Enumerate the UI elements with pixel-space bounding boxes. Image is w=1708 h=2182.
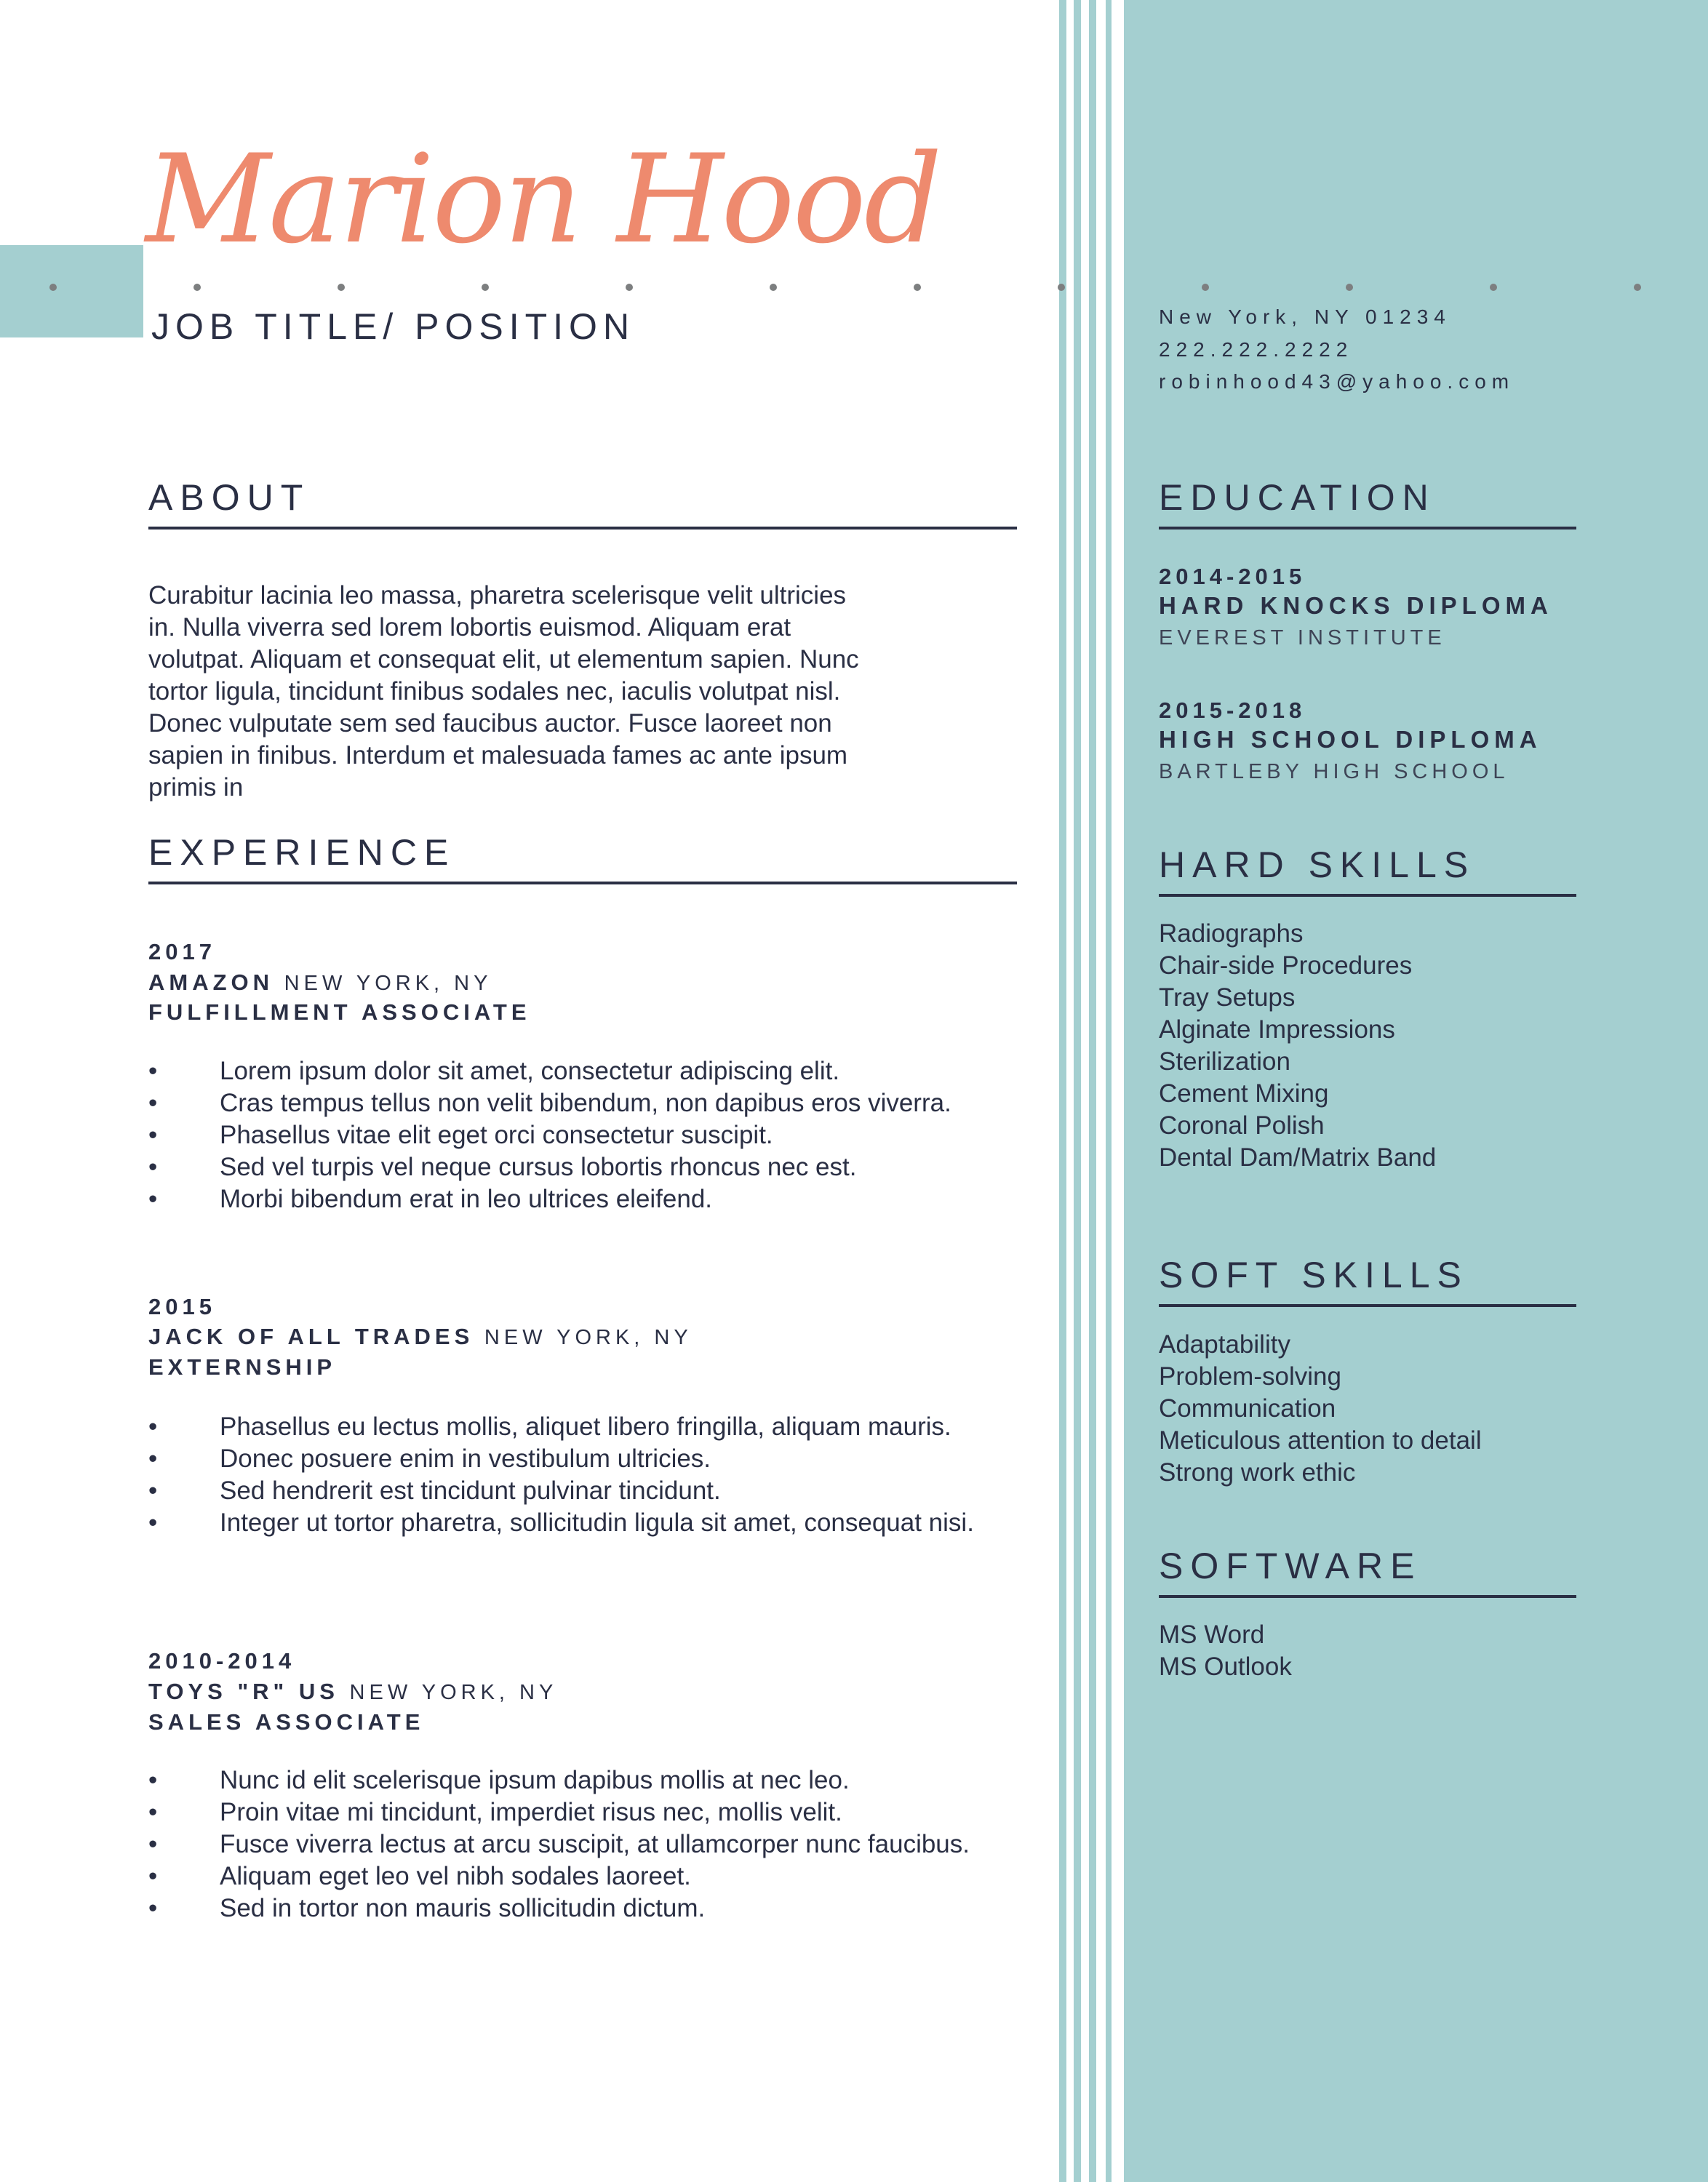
stripe-3 xyxy=(1089,0,1096,2182)
list-item: Adaptability xyxy=(1159,1330,1290,1359)
education-degree: HARD KNOCKS DIPLOMA xyxy=(1159,592,1553,619)
job-role: FULFILLMENT ASSOCIATE xyxy=(148,999,531,1025)
list-item xyxy=(148,1183,978,1215)
list-item xyxy=(148,1411,978,1443)
list-item xyxy=(148,1861,978,1893)
about-rule xyxy=(148,527,1017,529)
bullet-text: Phasellus eu lectus mollis, aliquet libero fringilla, aliquam mauris. xyxy=(220,1412,951,1441)
job-location: NEW YORK, NY xyxy=(349,1681,558,1704)
job-company-line xyxy=(148,1324,693,1350)
divider-dot xyxy=(49,284,57,291)
job-role: SALES ASSOCIATE xyxy=(148,1709,425,1735)
list-item: Dental Dam/Matrix Band xyxy=(1159,1143,1437,1172)
education-rule xyxy=(1159,527,1576,529)
divider-dot xyxy=(1058,284,1065,291)
list-item: Communication xyxy=(1159,1394,1336,1423)
bullet-text: Donec posuere enim in vestibulum ultricies. xyxy=(220,1444,711,1473)
bullet-icon: • xyxy=(148,1153,158,1181)
list-item: Sterilization xyxy=(1159,1047,1290,1076)
job-year: 2010-2014 xyxy=(148,1648,296,1674)
job-role: EXTERNSHIP xyxy=(148,1354,337,1380)
list-item: Problem-solving xyxy=(1159,1362,1341,1391)
divider-dot xyxy=(1634,284,1641,291)
divider-dot xyxy=(770,284,777,291)
list-item xyxy=(148,1055,978,1087)
list-item: Meticulous attention to detail xyxy=(1159,1426,1482,1455)
hard-skills-rule xyxy=(1159,894,1576,897)
bullet-text: Sed in tortor non mauris sollicitudin dictum. xyxy=(220,1894,706,1922)
list-item xyxy=(148,1829,978,1861)
software-list xyxy=(1159,1619,1292,1683)
experience-rule xyxy=(148,882,1017,884)
divider-dot xyxy=(1346,284,1353,291)
education-years: 2015-2018 xyxy=(1159,698,1306,723)
hard-skills-list xyxy=(1159,918,1436,1174)
candidate-name: Marion Hood xyxy=(145,128,941,271)
list-item xyxy=(148,1475,978,1507)
accent-block xyxy=(0,245,143,337)
job-location: NEW YORK, NY xyxy=(284,972,492,995)
bullet-text: Nunc id elit scelerisque ipsum dapibus mollis at nec leo. xyxy=(220,1766,850,1794)
list-item xyxy=(148,1087,978,1119)
bullet-icon: • xyxy=(148,1798,158,1826)
software-heading: SOFTWARE xyxy=(1159,1546,1422,1586)
job-year: 2017 xyxy=(148,939,216,964)
divider-dot xyxy=(626,284,633,291)
stripe-2 xyxy=(1074,0,1081,2182)
divider-dot xyxy=(914,284,921,291)
list-item: Radiographs xyxy=(1159,919,1304,948)
bullet-icon: • xyxy=(148,1412,158,1441)
about-text: Curabitur lacinia leo massa, pharetra scelerisque velit ultricies in. Nulla viverra sed lorem lobortis euismod. Aliquam erat volutpat. Aliquam et consequat elit, ut elementum sapien. Nunc tortor ligula, tincidunt finibus sodales nec, iaculis volutpat nisl. Donec vulputate sem sed faucibus auctor. Fusce laoreet non sapien in finibus. Interdum et malesuada fames ac ante ipsum primis in xyxy=(148,581,859,802)
bullet-icon: • xyxy=(148,1830,158,1858)
list-item: Chair-side Procedures xyxy=(1159,951,1413,980)
about-heading: ABOUT xyxy=(148,477,311,518)
bullet-text: Cras tempus tellus non velit bibendum, non dapibus eros viverra. xyxy=(220,1089,951,1117)
bullet-text: Integer ut tortor pharetra, sollicitudin ligula sit amet, consequat nisi. xyxy=(220,1508,974,1537)
job-company: JACK OF ALL TRADES xyxy=(148,1324,474,1349)
hard-skills-heading: HARD SKILLS xyxy=(1159,844,1476,885)
bullet-text: Aliquam eget leo vel nibh sodales laoreet. xyxy=(220,1862,691,1890)
job-company-line xyxy=(148,1679,557,1705)
divider-dot xyxy=(193,284,201,291)
education-institution: BARTLEBY HIGH SCHOOL xyxy=(1159,760,1509,783)
education-institution: EVEREST INSTITUTE xyxy=(1159,626,1446,650)
job-year: 2015 xyxy=(148,1294,216,1319)
job-bullets xyxy=(148,1765,978,1925)
bullet-text: Morbi bibendum erat in leo ultrices eleifend. xyxy=(220,1185,713,1213)
list-item: Coronal Polish xyxy=(1159,1111,1325,1140)
soft-skills-rule xyxy=(1159,1304,1576,1307)
job-bullets xyxy=(148,1411,978,1539)
bullet-icon: • xyxy=(148,1089,158,1117)
list-item xyxy=(148,1893,978,1925)
list-item xyxy=(148,1151,978,1183)
soft-skills-heading: SOFT SKILLS xyxy=(1159,1255,1469,1295)
education-years: 2014-2015 xyxy=(1159,564,1306,589)
bullet-text: Sed hendrerit est tincidunt pulvinar tincidunt. xyxy=(220,1476,721,1505)
bullet-text: Lorem ipsum dolor sit amet, consectetur adipiscing elit. xyxy=(220,1057,840,1085)
list-item: Cement Mixing xyxy=(1159,1079,1329,1108)
education-heading: EDUCATION xyxy=(1159,477,1436,518)
job-bullets xyxy=(148,1055,978,1215)
list-item: Alginate Impressions xyxy=(1159,1015,1395,1044)
bullet-icon: • xyxy=(148,1766,158,1794)
bullet-text: Fusce viverra lectus at arcu suscipit, at ullamcorper nunc faucibus. xyxy=(220,1830,970,1858)
contact-email[interactable]: robinhood43@yahoo.com xyxy=(1159,370,1515,393)
list-item xyxy=(148,1507,978,1539)
bullet-icon: • xyxy=(148,1121,158,1149)
contact-address: New York, NY 01234 xyxy=(1159,305,1451,328)
bullet-icon: • xyxy=(148,1476,158,1505)
bullet-icon: • xyxy=(148,1894,158,1922)
stripe-4 xyxy=(1106,0,1112,2182)
job-company: TOYS "R" US xyxy=(148,1679,339,1704)
job-company-line xyxy=(148,970,492,996)
bullet-icon: • xyxy=(148,1444,158,1473)
divider-dot xyxy=(1490,284,1497,291)
soft-skills-list xyxy=(1159,1329,1482,1489)
list-item: Strong work ethic xyxy=(1159,1458,1356,1487)
job-title: JOB TITLE/ POSITION xyxy=(151,306,636,347)
list-item xyxy=(148,1443,978,1475)
divider-dot xyxy=(482,284,489,291)
bullet-text: Phasellus vitae elit eget orci consectetur suscipit. xyxy=(220,1121,773,1149)
list-item xyxy=(148,1765,978,1797)
job-company: AMAZON xyxy=(148,970,274,995)
bullet-icon: • xyxy=(148,1508,158,1537)
bullet-text: Sed vel turpis vel neque cursus lobortis rhoncus nec est. xyxy=(220,1153,857,1181)
list-item xyxy=(148,1797,978,1829)
bullet-text: Proin vitae mi tincidunt, imperdiet risus nec, mollis velit. xyxy=(220,1798,842,1826)
job-location: NEW YORK, NY xyxy=(484,1326,693,1349)
education-degree: HIGH SCHOOL DIPLOMA xyxy=(1159,726,1542,753)
divider-dot xyxy=(1202,284,1209,291)
list-item: Tray Setups xyxy=(1159,983,1296,1012)
software-rule xyxy=(1159,1595,1576,1598)
divider-dot xyxy=(338,284,345,291)
bullet-icon: • xyxy=(148,1862,158,1890)
list-item: MS Outlook xyxy=(1159,1653,1292,1681)
bullet-icon: • xyxy=(148,1057,158,1085)
list-item xyxy=(148,1119,978,1151)
list-item: MS Word xyxy=(1159,1620,1265,1649)
contact-phone: 222.222.2222 xyxy=(1159,338,1354,361)
stripe-1 xyxy=(1059,0,1066,2182)
bullet-icon: • xyxy=(148,1185,158,1213)
experience-heading: EXPERIENCE xyxy=(148,832,456,873)
